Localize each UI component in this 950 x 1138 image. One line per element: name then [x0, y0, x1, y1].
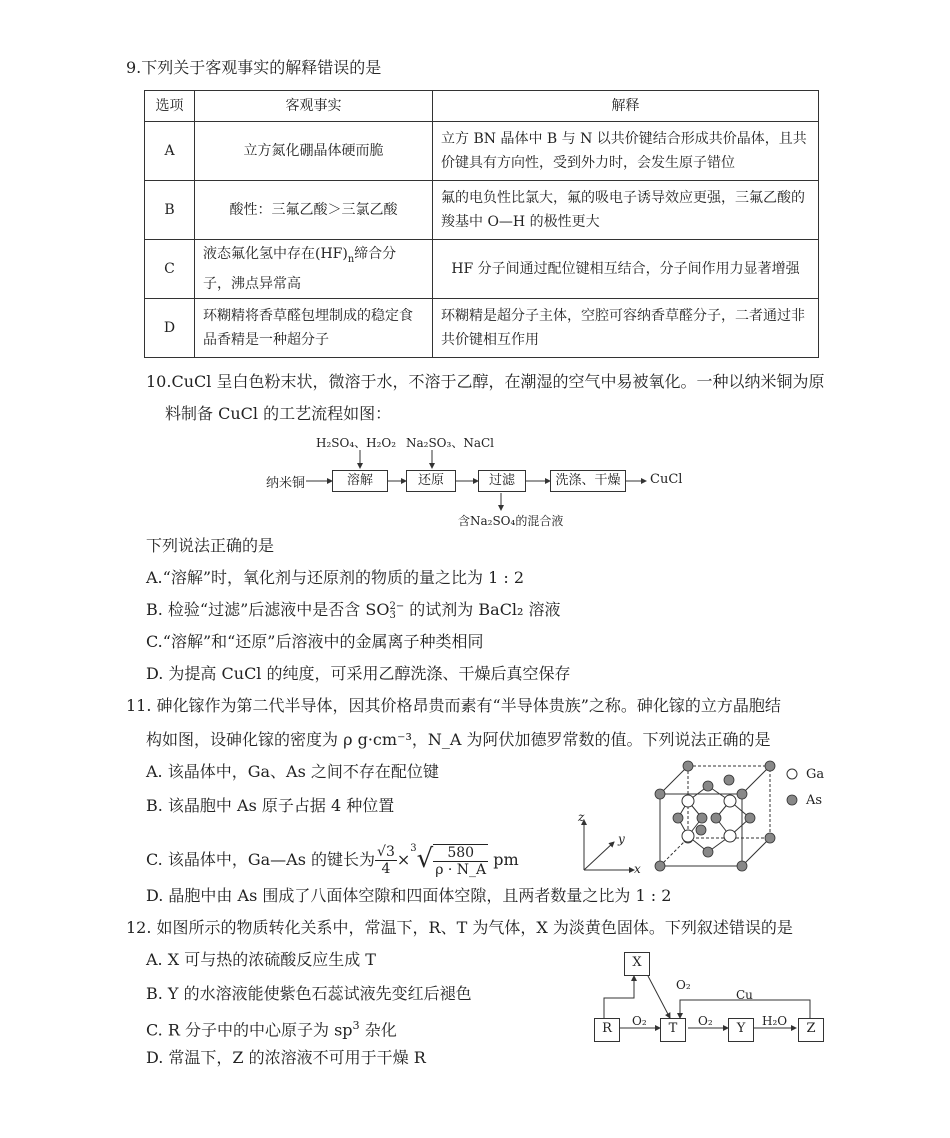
- q11-option-b: B. 该晶胞中 As 原子占据 4 种位置: [146, 796, 395, 815]
- legend-ga-label: Ga: [806, 767, 825, 782]
- label-o2-x-t: O₂: [676, 978, 691, 992]
- label-h2o: H₂O: [762, 1014, 788, 1028]
- sp3-superscript: 3: [352, 1019, 360, 1032]
- axis-y-label: y: [618, 832, 625, 846]
- option-b-text-a: B. 检验“过滤”后滤液中是否含 SO: [146, 600, 390, 619]
- row-explanation: 氟的电负性比氯大，氟的吸电子诱导效应更强，三氟乙酸的羧基中 O—H 的极性更大: [433, 181, 819, 240]
- q12-option-d: D. 常温下，Z 的浓溶液不可用于干燥 R: [146, 1048, 426, 1067]
- table-row: [145, 240, 819, 299]
- fact-text-a: 液态氟化氢中存在(HF): [203, 246, 348, 263]
- table-header-row: [145, 91, 819, 122]
- table-row: [145, 181, 819, 240]
- node-t: T: [660, 1018, 686, 1042]
- row-explanation: 立方 BN 晶体中 B 与 N 以共价键结合形成共价晶体，且共价键具有方向性，受到外力时，会发生原子错位: [433, 122, 819, 181]
- row-fact: 环糊精将香草醛包埋制成的稳定食品香精是一种超分子: [195, 299, 433, 358]
- table-row: [145, 122, 819, 181]
- node-z: Z: [798, 1018, 824, 1042]
- q12-option-a: A. X 可与热的浓硫酸反应生成 T: [146, 950, 376, 969]
- q12-option-b: B. Y 的水溶液能使紫色石蕊试液先变红后褪色: [146, 984, 472, 1003]
- legend-markers: [784, 766, 800, 810]
- header-fact: 客观事实: [195, 91, 433, 122]
- q10-prompt: 下列说法正确的是: [146, 536, 275, 555]
- row-fact: 酸性：三氟乙酸＞三氯乙酸: [195, 181, 433, 240]
- q10-option-c: C.“溶解”和“还原”后溶液中的金属离子种类相同: [146, 632, 484, 651]
- flow-reagent-2: Na₂SO₃、NaCl: [406, 436, 495, 450]
- q9-stem: 9.下列关于客观事实的解释错误的是: [126, 58, 382, 77]
- cube-root-index: 3: [410, 843, 417, 854]
- row-option: D: [145, 299, 195, 358]
- row-explanation: HF 分子间通过配位键相互结合，分子间作用力显著增强: [433, 240, 819, 299]
- sulfite-charge: 2−: [389, 600, 405, 612]
- label-o2-r-t: O₂: [632, 1014, 647, 1028]
- q11-option-a: A. 该晶体中，Ga、As 之间不存在配位键: [146, 762, 439, 781]
- q11-stem-line2: 构如图，设砷化镓的密度为 ρ g·cm⁻³，N_A 为阿伏加德罗常数的值。下列说法正确的是: [146, 730, 771, 749]
- label-o2-t-y: O₂: [698, 1014, 713, 1028]
- node-y: Y: [728, 1018, 754, 1042]
- header-option: 选项: [145, 91, 195, 122]
- label-cu: Cu: [736, 988, 753, 1002]
- row-fact: [195, 240, 433, 299]
- flow-step-dissolve: 溶解: [332, 470, 388, 492]
- q11-stem-line1: 11. 砷化镓作为第二代半导体，因其价格昂贵而素有“半导体贵族”之称。砷化镓的立方晶胞结: [126, 696, 781, 715]
- legend-as-label: As: [806, 793, 823, 808]
- flow-step-wash-dry: 洗涤、干燥: [550, 470, 626, 492]
- flow-byproduct: 含Na₂SO₄的混合液: [458, 514, 564, 528]
- flow-reagent-1: H₂SO₄、H₂O₂: [316, 436, 397, 450]
- flow-end: CuCl: [650, 472, 683, 487]
- option-c-text-a: C. R 分子中的中心原子为 sp: [146, 1020, 353, 1040]
- sulfite-subscript: 3: [389, 609, 396, 621]
- flow-step-reduce: 还原: [406, 470, 456, 492]
- q11-option-c: C. 该晶体中，Ga—As 的键长为 $\frac{√3}{4}$ ×$^3$√ $\frac{580}{\rho \cdot N\_A}$ pm: [146, 843, 519, 878]
- node-x: X: [624, 952, 650, 976]
- fraction-sqrt3-over-4: $\frac{√3}{4}$: [377, 844, 395, 877]
- row-explanation: 环糊精是超分子主体，空腔可容纳香草醛分子，二者通过非共价键相互作用: [433, 299, 819, 358]
- cube-root-radicand: $\frac{580}{\rho \cdot N\_A}$: [435, 844, 487, 878]
- flow-step-filter: 过滤: [478, 470, 526, 492]
- q10-option-b: [146, 600, 561, 620]
- times-sign: ×: [396, 850, 411, 869]
- axis-x-label: x: [634, 862, 641, 876]
- q12-stem: 12. 如图所示的物质转化关系中，常温下，R、T 为气体，X 为淡黄色固体。下列叙述错误的是: [126, 918, 793, 937]
- fact-subscript: n: [347, 253, 355, 265]
- header-explanation: 解释: [433, 91, 819, 122]
- option-c-prefix: C. 该晶体中，Ga—As 的键长为: [146, 850, 376, 869]
- axis-z-label: z: [578, 810, 585, 824]
- node-r: R: [594, 1018, 620, 1042]
- table-row: [145, 299, 819, 358]
- unit-pm: pm: [493, 850, 519, 869]
- row-option: A: [145, 122, 195, 181]
- q9-table: [144, 90, 819, 358]
- q11-option-d: D. 晶胞中由 As 围成了八面体空隙和四面体空隙，且两者数量之比为 1 : 2: [146, 886, 672, 905]
- crystal-cell-svg: [650, 756, 782, 882]
- fact-text-b: 缔合分子，沸点异常高: [203, 246, 397, 292]
- flow-start: 纳米铜: [266, 476, 306, 491]
- row-option: C: [145, 240, 195, 299]
- q10-stem-line1: 10.CuCl 呈白色粉末状，微溶于水，不溶于乙醇，在潮湿的空气中易被氧化。一种以纳米铜为原: [146, 372, 825, 391]
- row-option: B: [145, 181, 195, 240]
- q10-option-d: D. 为提高 CuCl 的纯度，可采用乙醇洗涤、干燥后真空保存: [146, 664, 571, 683]
- q10-stem-line2: 料制备 CuCl 的工艺流程如图：: [165, 404, 392, 423]
- q12-option-c: [146, 1016, 397, 1040]
- row-fact: 立方氮化硼晶体硬而脆: [195, 122, 433, 181]
- q10-option-a: A.“溶解”时，氧化剂与还原剂的物质的量之比为 1 : 2: [146, 568, 525, 587]
- option-c-text-b: 杂化: [359, 1020, 397, 1040]
- option-b-text-b: 的试剂为 BaCl₂ 溶液: [404, 600, 561, 619]
